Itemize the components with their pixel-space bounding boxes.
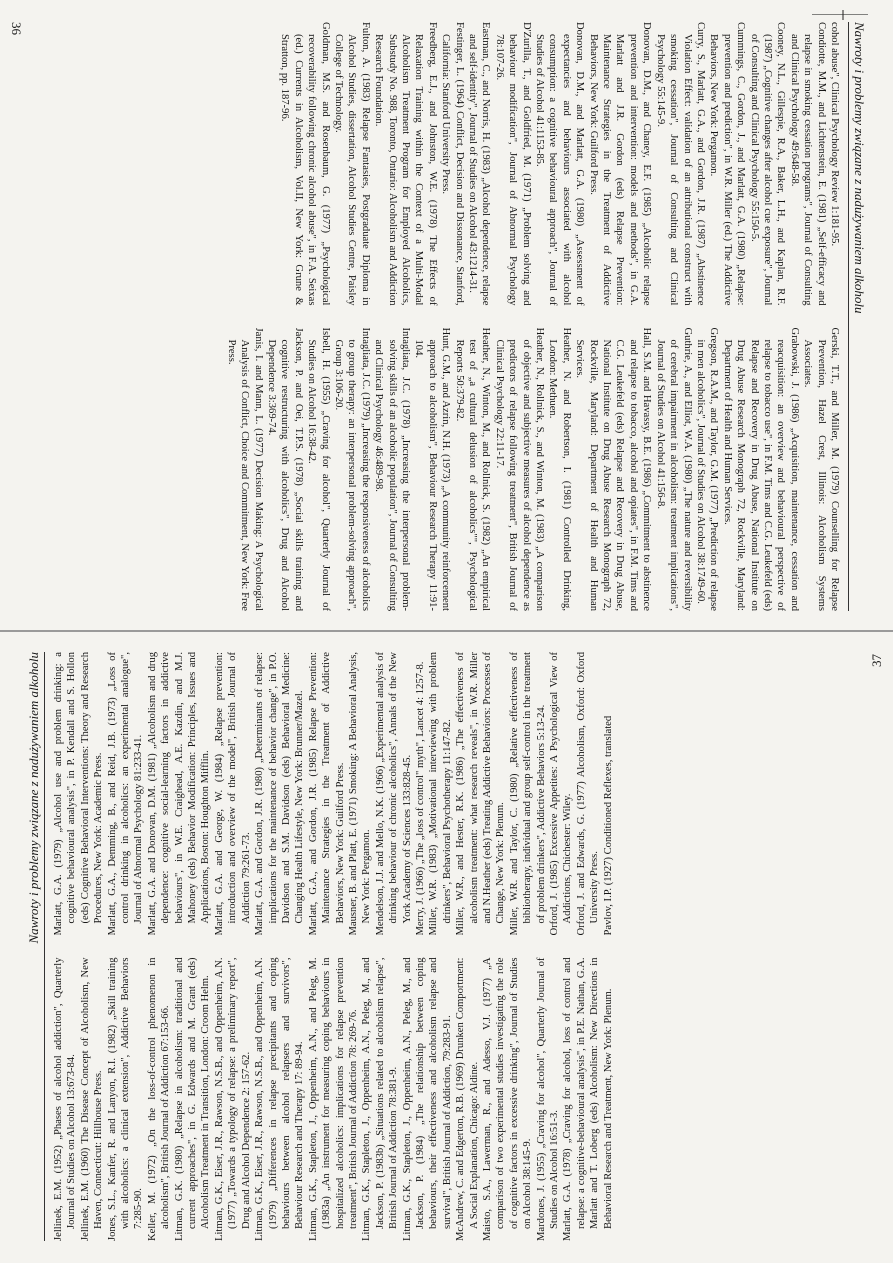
page-number: 36: [9, 22, 24, 35]
reference-entry: Isbell, H. (1955) „Craving for alcohol", Quarterly Journal of Studies on Alcohol 16:38-42.: [306, 327, 331, 611]
reference-entry: Jellinek, E.M. (1960) The Disease Concept of Alcoholism, New Haven, Connecticut: Hillhouse Press.: [79, 957, 105, 1241]
reference-entry: Jellinek, E.M. (1952) „Phases of alcohol addiction", Quarterly Journal of Studies on Alcohol 13:673-84.: [53, 957, 78, 1241]
running-head: Nawroty i problemy związane z nadużywaniem alkoholu: [848, 22, 867, 611]
reference-entry: Gregson, R.A.M., and Taylor, G.M. (1977) „Prediction of relapse in men alcoholics", Journal of Studies on Alcohol 38:1749-60.: [694, 327, 720, 611]
reference-entry: Jones, S.L., Kanfer, R. and Lanyon, R.I. (1982) „Skill training with alcoholics: a clinical extension", Addictive Behaviors 7:285-90.: [106, 957, 145, 1241]
right-page-scan: [0, 632, 893, 1263]
scan-artifact-mark: [842, 10, 844, 20]
reference-entry: Marlatt, G.A. and George, W. (1984) „Relapse prevention: introduction and overview of the model", British Journal of Addiction 79:261-73.: [213, 652, 252, 936]
reference-entry: Hall, S.M. and Havassy, B.E. (1986) „Commitment to abstinence and relapse to tobacco, alcohol and opiates", in F.M. Tims and C.G. Leukefeld (eds) Relapse and Recovery in Drug Abuse, National Institute on Drug Abuse Research Monograph 72, Rockville, Maryland: Department of Health and Human Services.: [574, 327, 653, 611]
reference-entry: Miller, W.R., and Hester, R.K. (1986) „The effectiveness of alcoholism treatment: what research reveals", in W.R. Miller and N.Heather (eds) Treating Addictive Behaviors: Processes of Change, New York: Plenum.: [455, 652, 507, 936]
reference-entry: Marlatt, G.A. and Gordon, J.R. (1980) „Determinants of relapse: implications for the maintenance of behavior change", in P.O. Davidson and S.M. Davidson (eds) Behavioral Medicine: Changing Health Lifestyle, New York: Brunner/Mazel.: [254, 652, 306, 936]
reference-entry: Marlatt, G.A. and Donovan, D.M. (1981) „Alcoholism and drug dependence: cognitive social-learning factors in addictive behaviours", in W.E. Craighead, A.E. Kazdin, and M.J. Mahoney (eds) Behavior Modification: Principles, Issues and Applications, Boston: Houghton Mifflin.: [146, 652, 212, 936]
reference-entry: Litman, G.K., Stapleton, J., Oppenheim, A.N., Peleg, M., and Jackson, P. (1984) „The relationship between coping behaviours, their effectiveness and alcoholism relapse and survival", British Journal of Addiction, 79:283-91.: [401, 957, 453, 1241]
reference-columns: [29, 22, 841, 611]
reference-entry: Marlatt, G.A., and Gordon, J.R. (1985) Relapse Prevention: Maintenance Strategies in the Treatment of Addictive Behaviors, New York: Guilford Press.: [307, 652, 346, 936]
reference-entry: Eastman, C., and Norris, H. (1983) „Alcohol dependence, relapse and self-identity", Journal of Studies on Alcohol 43:1214-31.: [467, 22, 492, 306]
reference-entry: Freedberg, E.J., and Johnston, W.E. (1978) The Effects of Relaxation Training within the Context of a Multi-Modal Alcoholism Treatment Program for Employed Alcoholics, Substudy No. 988, Toronto, Ontario: Alcoholism and Addiction Research Foundation.: [373, 22, 438, 306]
left-page-scan: [0, 0, 893, 631]
reference-entry: Litman, G.K., Stapleton, J., Oppenheim, A.N., Peleg, M., and Jackson, P. (1983b) „Situations related to alcoholism relapse", British Journal of Addiction 78:381-9.: [361, 957, 400, 1241]
reference-entry: Litman, G.K., Stapleton, J., Oppenheim, A.N., and Peleg, M. (1983a) „An instrument for measuring coping behaviours in hospitalized alcoholics: implications for relapse prevention treatment", British Journal of Addiction 78: 269-76.: [307, 957, 359, 1241]
scan-artifact-mark: [812, 14, 868, 15]
reference-entry: Intagliata, J.C. (1978) „Increasing the interpersonal problem-solving skills of an alcoholic population", Journal of Consulting and Clinical Psychology 46:489-98.: [373, 327, 411, 611]
reference-entry: Goldman, M.S. and Rosenbaum, G. (1977) „Psychological recoverability following chronic alcohol abuse", in F.A. Seixas (ed.) Currents in Alcoholism, Vol.II, New York: Grune & Stratton, pp. 187-96.: [279, 22, 331, 306]
reference-entry: Marlatt, G.A. (1979) „Alcohol use and problem drinking: a cognitive behavioural analysis", in P. Kendall and S. Hollon (eds) Cognitive Behavioral Interventions: Theory and Research Procedures, New York: Academic Press.: [53, 652, 105, 936]
reference-column-left: [52, 958, 864, 1242]
reference-entry: Gerski, T.T., and Miller, M. (1979) Counselling for Relapse Prevention, Hazel Crest, Illinois: Alcoholism Systems Associates.: [802, 327, 840, 611]
reference-entry: cohol abuse", Clinical Psychology Review 1:181-95.: [829, 22, 840, 247]
reference-entry: Mendelson, J.J. and Mello, N.K. (1966) „Experimental analysis of drinking behaviour of chronic alcoholics", Annals of the New York Academy of Sciences 133:828-45.: [374, 652, 413, 936]
reference-entry: Litman, G.K., Eiser, J.R., Rawson, N.S.B., and Oppenheim, A.N. (1977) „Towards a typology of relapse: a preliminary report", Drug and Alcohol Dependence 2: 157-62.: [213, 957, 252, 1241]
reference-entry: Litman, G.K., Eiser, J.R., Rawson, N.S.B., and Oppenheim, A.N. (1979) „Differences in relapse precipitants and coping behaviours between alcohol relapsers and survivors", Behaviour Research and Therapy 17: 89-94.: [254, 957, 306, 1241]
reference-entry: Keller, M. (1972) „On the loss-of-control phenomenon in alcoholism", British Journal of Addiction 67:153-66.: [146, 957, 172, 1241]
reference-entry: Maisto, S.A., Lawerman, R., and Adesso, V.J. (1977) „A comparison of two experimental studies investigating the role of cognitive factors in excessive drinking", Journal of Studies on Alcohol 38:145-9.: [482, 957, 534, 1241]
right-page: [0, 632, 893, 1263]
reference-entry: Orford, J. (1985) Excessive Appetites: A Psychological View of Addictions, Chichester: Wiley.: [549, 652, 574, 936]
reference-entry: Curry, S., Marlatt, G.A., and Gordon, J.R. (1987) „Abstinence Violation Effect: validation of an attributional construct with smoking cessation", Journal of Consulting and Clinical Psychology 55:145-9.: [654, 22, 706, 306]
running-head: Nawroty i problemy związane z nadużywaniem alkoholu: [26, 652, 45, 1241]
reference-entry: Heather, N., Rollnick, S., and Winton, M. (1983) „A comparison of objective and subjective measures of alcohol dependence as predictors of relapse following treatment", British Journal of Clinical Psychology 22:11-17.: [493, 327, 546, 611]
reference-entry: Grabowski, J. (1986) „Acquisition, maintenance, cessation and reacquisition: an overview and behavioural perspective of relapse to tobacco use", in F.M. Tims and C.G. Leukefeld (eds) Relapse and Recovery in Drug Abuse, National Institute on Drug Abuse Research Monograph 72, Rockville, Maryland: Department of Health and Human Services.: [721, 327, 800, 611]
reference-entry: Cooney, N.L., Gillespie, R.A., Baker, L.H., and Kaplan, R.F. (1987) „Cognitive changes after alcohol cue exposure", Journal of Consulting and Clinical Psychology 55:150-5.: [748, 22, 787, 306]
reference-entry: Donovan, D.M., and Chaney, E.F. (1985) „Alcoholic relapse prevention and intervention: models and methods", in G.A. Marlatt and J.R. Gordon (eds) Relapse Prevention: Maintenance Strategies in the Treatment of Addictive Behaviors, New York: Guilford Press.: [587, 22, 653, 306]
reference-entry: Festinger, L. (1964) Conflict, Decision and Dissonance, Stanford, California: Stanford University Press.: [440, 22, 465, 306]
reference-entry: Intagliata, J.C. (1979) „Increasing the responsiveness of alcoholics to group therapy: an interpersonal problem-solving approach", Group 3:106-20.: [332, 327, 371, 611]
reference-entry: Orford, J. and Edwards, G. (1977) Alcoholism, Oxford: Oxford University Press.: [575, 652, 601, 936]
page-number: 37: [869, 654, 884, 667]
reference-entry: Marlatt, G.A. (1978) „Craving for alcohol, loss of control and relapse: a cognitive-behavioural analysis", in P.E. Nathan, G.A. Marlatt and T. Loberg (eds) Alcoholism: New Directions in Behavioral Research and Treatment, New York: Plenum.: [562, 957, 614, 1241]
reference-entry: Mausner, B. and Platt, E. (1971) Smoking: A Behavioral Analysis, New York: Pergamon.: [347, 652, 373, 936]
reference-entry: Hunt, G.M., and Azrin, N.H. (1973) „A community reinforcement approach to alcoholism", Behaviour Research Therapy 11:91-104.: [413, 327, 452, 611]
reference-entry: Donovan, D.M., and Marlatt, G.A. (1980) „Assessment of expectancies and behaviours associated with alcohol consumption: a cognitive behavioural approach", Journal of Studies of Alcohol 41:1153-85.: [534, 22, 586, 306]
reference-column-left: [29, 22, 841, 306]
reference-entry: Janis, I. and Mann, L. (1977) Decision Making: A Psychological Analysis of Conflict, Choice and Commitment, New York: Free Press.: [225, 327, 264, 611]
reference-entry: D'Zurilla, T., and Goldfried, M. (1971) „Problem solving and behaviour modification", Journal of Abnormal Psychology 78:107-26.: [493, 22, 532, 306]
reference-entry: Jackson, P. and Oei, T.P.S. (1978) „Social skills training and cognitive restructuring with alcoholics", Drug and Alcohol Dependence 3:369-74.: [265, 327, 304, 611]
reference-entry: Miller, W.R. (1983) „Motivational interviewing with problem drinkers", Behavioral Psychotherapy 11:147-82.: [428, 652, 453, 936]
left-page: [0, 0, 893, 631]
reference-column-right: [52, 652, 864, 936]
reference-entry: Fulton, A. (1983) Relapse Fantasies, Postgraduate Diploma in Alcohol Studies, dissertation, Alcohol Studies Centre, Paisley College of Technology.: [332, 22, 371, 306]
reference-entry: Guthrie, A., and Elliot, W.A. (1980) „The nature and reversibility of cerebral impairment in alcoholism: treatment implications", Journal of Studies on Alcohol 41:156-8.: [654, 327, 693, 611]
reference-entry: Pavlov, I.P. (1927) Conditioned Reflexes, translated: [602, 715, 614, 936]
reference-entry: Heather, N. and Robertson, I. (1981) Controlled Drinking, London: Methuen.: [547, 327, 572, 611]
reference-entry: Cummings, C., Gordon, J., and Marlatt, G.A. (1980) „Relapse: prevention and prediction", in W.R. Miller (ed.) The Addictive Behaviors, New York: Pergamon.: [708, 22, 747, 306]
reference-entry: Miller, W.R. and Taylor, C. (1980) „Relative effectiveness of bibliotherapy, individual and group self-control in the treatment of problem drinkers", Addictive Behaviors 5:13-24.: [508, 652, 547, 936]
reference-entry: Mardones, J. (1955) „Craving for alcohol", Quarterly Journal of Studies on Alcohol 16:51-3.: [535, 957, 561, 1241]
reference-column-right: [29, 328, 841, 612]
reference-entry: McAndrew, C. and Edgerton, R.B. (1969) Drunken Comportment: A Social Explanation, Chicago: Aldine.: [455, 957, 480, 1241]
reference-entry: Condiotte, M.M., and Lichtenstein, E. (1981) „Self-efficacy and relapse in smoking cessation programs", Journal of Consulting and Clinical Psychology 49:648-58.: [788, 22, 827, 306]
reference-columns: [52, 652, 864, 1241]
reference-entry: Merry, J. (1966) „The „loss of control" myth", Lancet 4: 1257-8.: [414, 661, 426, 936]
reference-entry: Heather, N., Winton, M., and Rollnick, S. (1982) „An empirical test of „a cultural delusion of alcoholics"", Psychological Reports 50:379-82.: [453, 327, 492, 611]
reference-entry: Litman, G.K. (1980) „Relapse in alcoholism: traditional and current approaches", in G. Edwards and M. Grant (eds) Alcoholism Treatment in Transition, London: Croom Helm.: [173, 957, 212, 1241]
reference-entry: Marlatt, G.A., Demming, B., and Reid, J.B. (1973) „Loss of control drinking in alcoholics: an experimental analogue", Journal of Abnormal Psychology 81:233-41.: [106, 652, 145, 936]
